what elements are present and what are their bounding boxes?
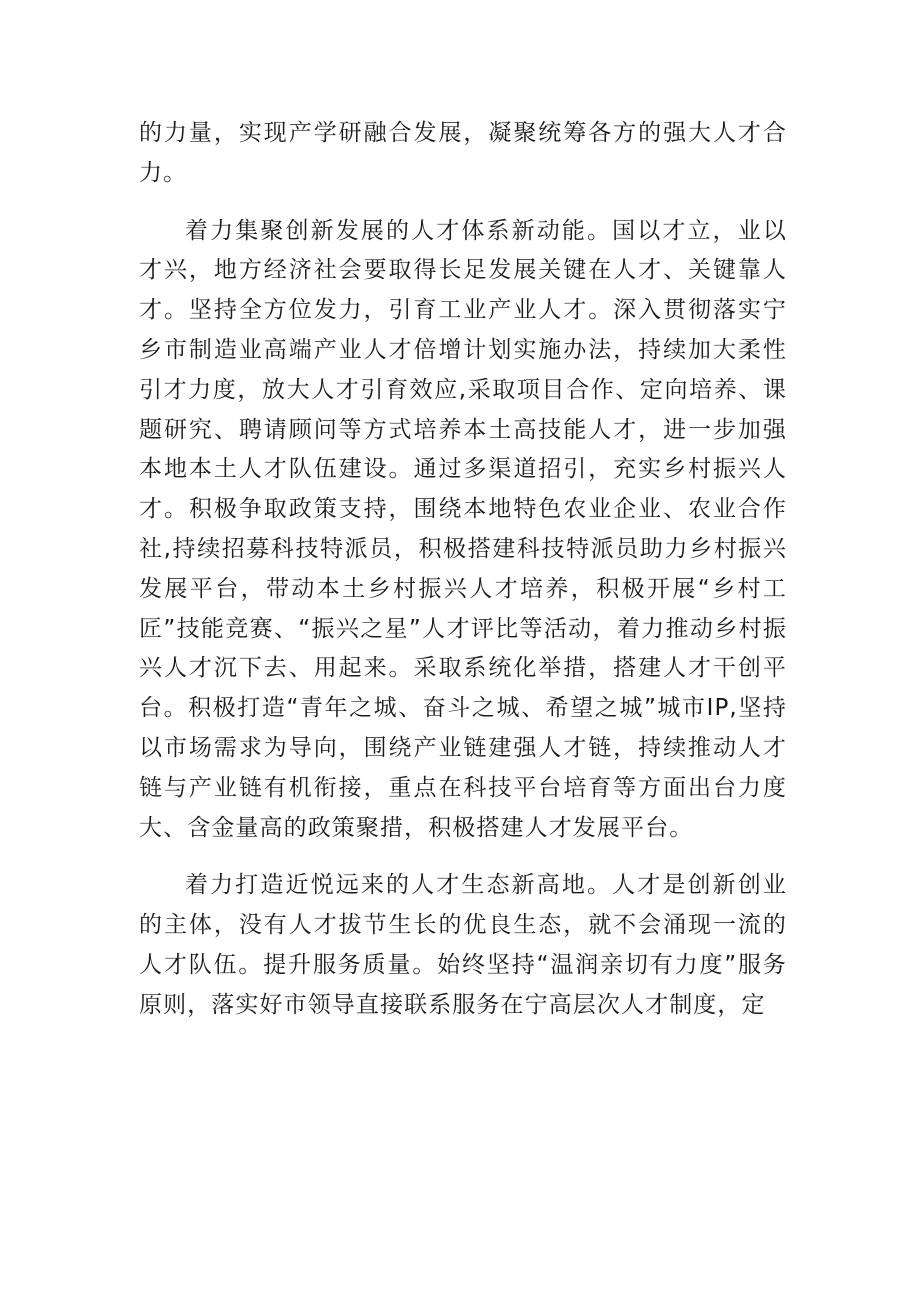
paragraph-talent-ecology: 着力打造近悦远来的人才生态新高地。人才是创新创业的主体，没有人才拔节生长的优良生态，就不会涌现一流的人才队伍。提升服务质量。始终坚持“温润亲切有力度”服务原则，落实好市领导直接联系服务在宁高层次人才制度，定: [139, 872, 787, 1018]
paragraph-continuation: 的力量，实现产学研融合发展，凝聚统筹各方的强大人才合力。: [139, 120, 787, 186]
document-page: [139, 114, 787, 1044]
paragraph-talent-system: 着力集聚创新发展的人才体系新动能。国以才立，业以才兴，地方经济社会要取得长足发展关键在人才、关键靠人才。坚持全方位发力，引育工业产业人才。深入贯彻落实宁乡市制造业高端产业人才倍增计划实施办法，持续加大柔性引才力度，放大人才引育效应,采取项目合作、定向培养、课题研究、聘请顾问等方式培养本土高技能人才，进一步加强本地本土人才队伍建设。通过多渠道招引，充实乡村振兴人才。积极争取政策支持，围绕本地特色农业企业、农业合作社,持续招募科技特派员，积极搭建科技特派员助力乡村振兴发展平台，带动本土乡村振兴人才培养，积极开展“乡村工匠”技能竞赛、“振兴之星”人才评比等活动，着力推动乡村振兴人才沉下去、用起来。采取系统化举措，搭建人才干创平台。积极打造“青年之城、奋斗之城、希望之城”城市IP,坚持以市场需求为导向，围绕产业链建强人才链，持续推动人才链与产业链有机衔接，重点在科技平台培育等方面出台力度大、含金量高的政策聚措，积极搭建人才发展平台。: [139, 217, 787, 841]
